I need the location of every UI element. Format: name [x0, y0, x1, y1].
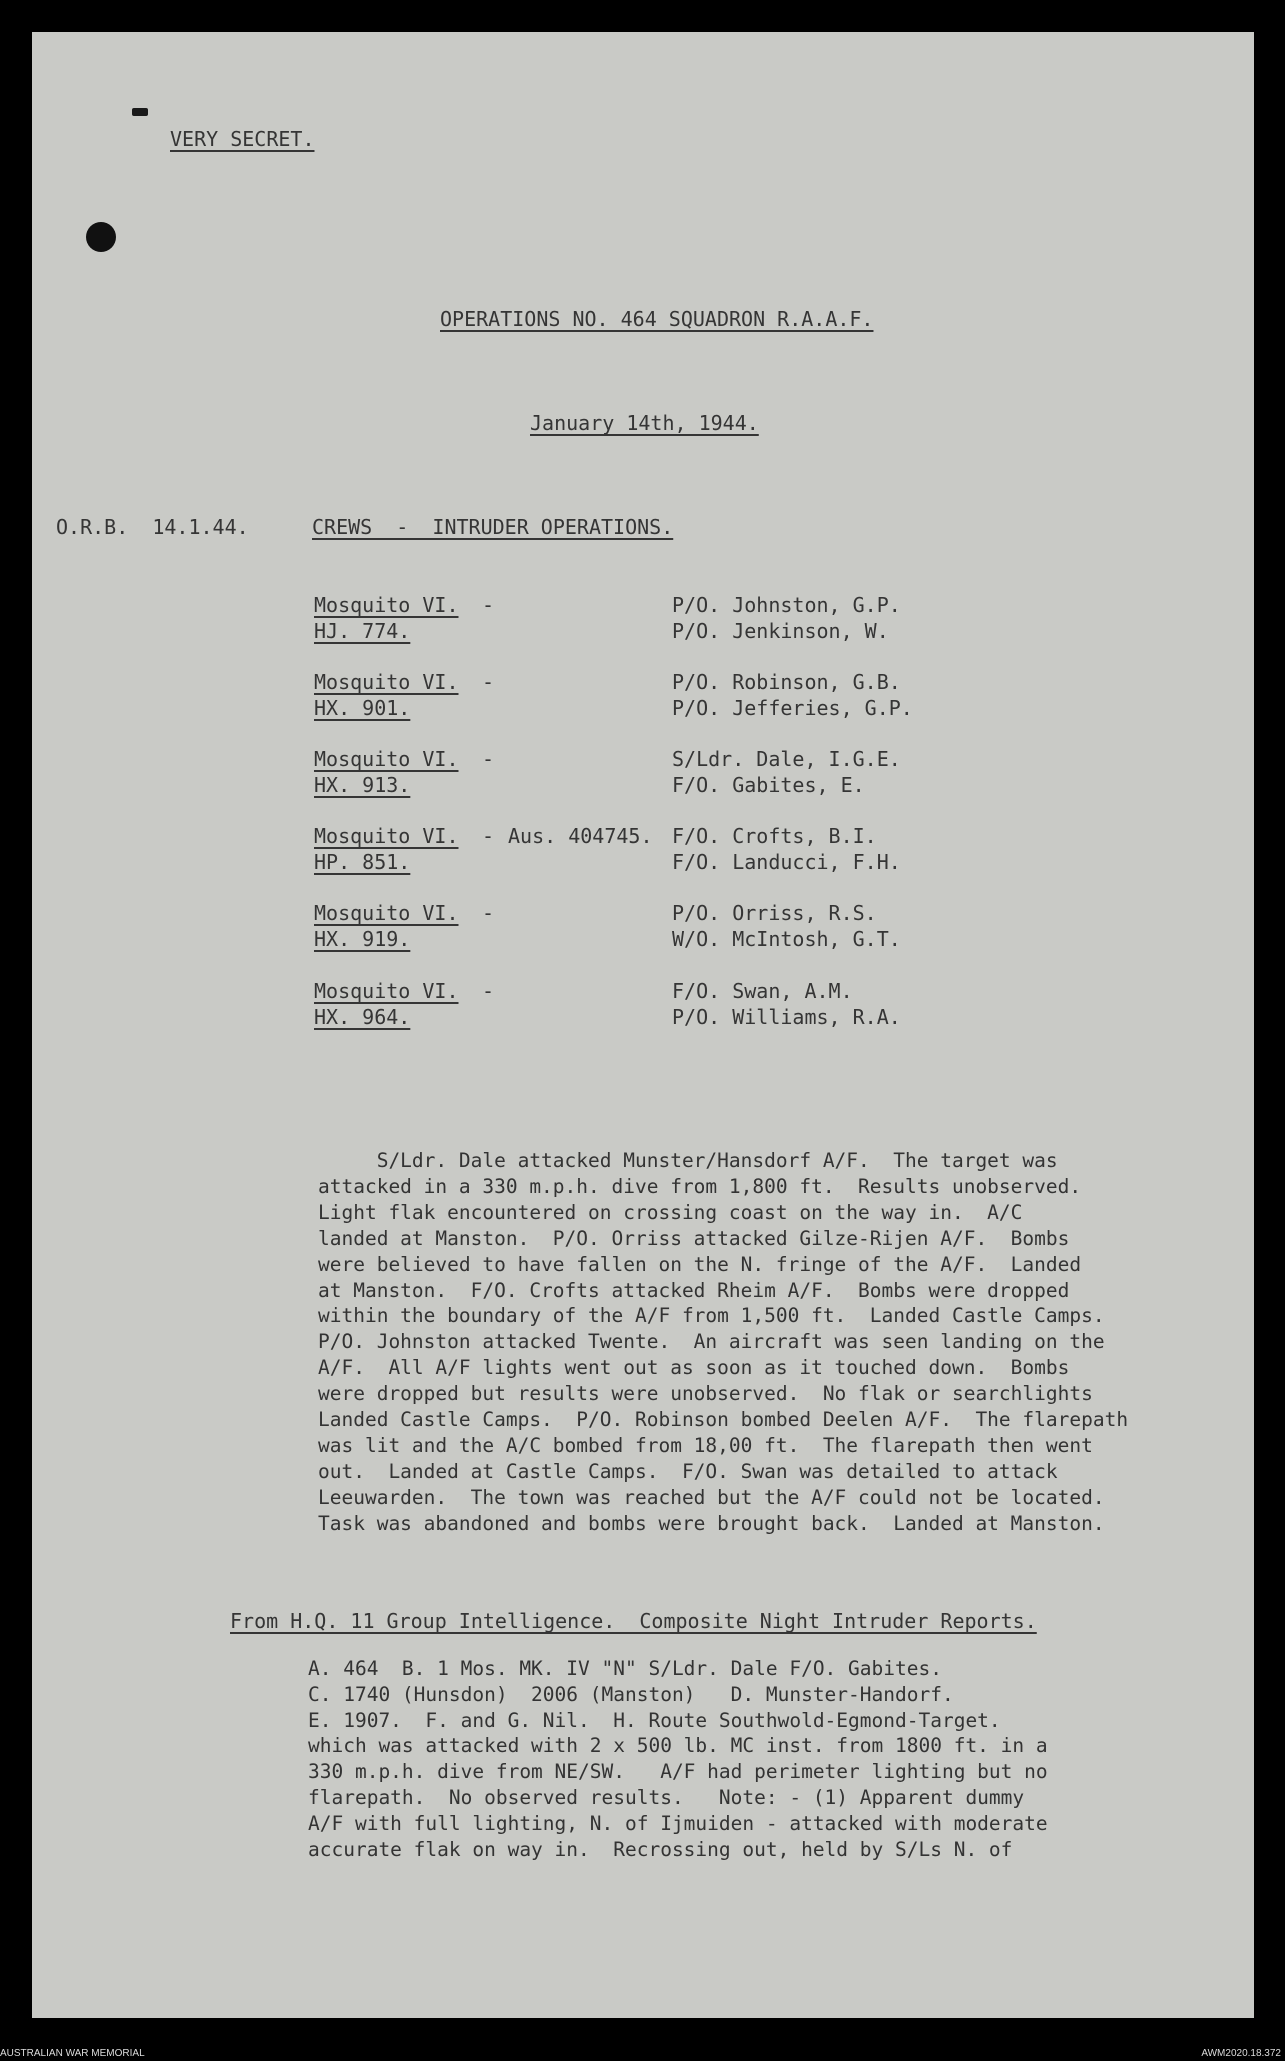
orb-reference: O.R.B. 14.1.44.	[56, 515, 249, 539]
narrative-line: Landed Castle Camps. P/O. Robinson bombed Deelen A/F. The flarepath	[318, 1408, 1129, 1431]
crew-navigator: W/O. McIntosh, G.T.	[672, 927, 901, 951]
intel-line: A/F with full lighting, N. of Ijmuiden - attacked with moderate	[308, 1811, 1048, 1835]
document-date: January 14th, 1944.	[530, 411, 759, 435]
crew-navigator: P/O. Williams, R.A.	[672, 1005, 901, 1029]
intel-line: 330 m.p.h. dive from NE/SW. A/F had perimeter lighting but no	[308, 1760, 1048, 1784]
intel-line: A. 464 B. 1 Mos. MK. IV "N" S/Ldr. Dale F/O. Gabites.	[308, 1657, 942, 1680]
paper-clip-mark	[132, 108, 148, 116]
crew-aircraft-type: Mosquito VI.	[314, 824, 459, 848]
narrative-line: within the boundary of the A/F from 1,500 ft. Landed Castle Camps.	[318, 1304, 1105, 1328]
footer-reference: AWM2020.18.372	[1201, 2048, 1281, 2059]
crew-pilot: P/O. Robinson, G.B.	[672, 670, 901, 694]
crew-dash: -	[470, 670, 495, 694]
intel-line: E. 1907. F. and G. Nil. H. Route Southwold-Egmond-Target.	[308, 1708, 1001, 1732]
crew-pilot: P/O. Orriss, R.S.	[672, 901, 877, 925]
crew-aircraft-type: Mosquito VI.	[314, 901, 459, 925]
crew-pilot: F/O. Swan, A.M.	[672, 979, 853, 1003]
narrative-line: out. Landed at Castle Camps. F/O. Swan was detailed to attack	[318, 1459, 1058, 1483]
crew-dash: -	[470, 824, 495, 848]
crew-aircraft-serial: HX. 901.	[314, 696, 411, 720]
crew-aircraft-serial: HX. 919.	[314, 927, 411, 951]
narrative-line: Task was abandoned and bombs were brought back. Landed at Manston.	[318, 1511, 1105, 1535]
intel-line: C. 1740 (Hunsdon) 2006 (Manston) D. Munster-Handorf.	[308, 1682, 954, 1706]
narrative-line: were dropped but results were unobserved. No flak or searchlights	[318, 1382, 1093, 1406]
crew-dash: -	[470, 901, 495, 925]
narrative-line: attacked in a 330 m.p.h. dive from 1,800 ft. Results unobserved.	[318, 1174, 1082, 1198]
crew-pilot: F/O. Crofts, B.I.	[672, 824, 877, 848]
classification-label: VERY SECRET.	[170, 127, 315, 151]
narrative-line: landed at Manston. P/O. Orriss attacked Gilze-Rijen A/F. Bombs	[318, 1226, 1070, 1250]
narrative-line: Leeuwarden. The town was reached but the A/F could not be located.	[318, 1485, 1105, 1509]
crew-navigator: P/O. Jenkinson, W.	[672, 619, 889, 643]
document-title: OPERATIONS NO. 464 SQUADRON R.A.A.F.	[440, 307, 874, 331]
crew-aircraft-serial: HJ. 774.	[314, 619, 411, 643]
crew-pilot: S/Ldr. Dale, I.G.E.	[672, 747, 901, 771]
crew-aircraft-type: Mosquito VI.	[314, 747, 459, 771]
crew-pilot: P/O. Johnston, G.P.	[672, 593, 901, 617]
punch-hole	[86, 222, 116, 252]
intel-heading: From H.Q. 11 Group Intelligence. Composite Night Intruder Reports.	[230, 1609, 1037, 1633]
narrative-line: Light flak encountered on crossing coast on the way in. A/C	[318, 1200, 1023, 1224]
narrative-line: A/F. All A/F lights went out as soon as it touched down. Bombs	[318, 1356, 1070, 1380]
narrative-line: S/Ldr. Dale attacked Munster/Hansdorf A/F. The target was	[318, 1149, 1058, 1172]
crew-aircraft-serial: HX. 964.	[314, 1005, 411, 1029]
crew-navigator: F/O. Gabites, E.	[672, 773, 865, 797]
crew-dash: -	[470, 979, 495, 1003]
intel-line: accurate flak on way in. Recrossing out, held by S/Ls N. of	[308, 1837, 1013, 1861]
intel-line: which was attacked with 2 x 500 lb. MC inst. from 1800 ft. in a	[308, 1734, 1048, 1758]
intel-line: flarepath. No observed results. Note: - (1) Apparent dummy	[308, 1786, 1025, 1809]
crews-heading: CREWS - INTRUDER OPERATIONS.	[312, 515, 674, 539]
crew-aircraft-type: Mosquito VI.	[314, 979, 459, 1003]
crew-aircraft-serial: HP. 851.	[314, 850, 411, 874]
narrative-line: was lit and the A/C bombed from 18,00 ft. The flarepath then went	[318, 1433, 1093, 1457]
narrative-line: were believed to have fallen on the N. fringe of the A/F. Landed	[318, 1252, 1082, 1276]
crew-dash: -	[470, 747, 495, 771]
narrative-line: P/O. Johnston attacked Twente. An aircraft was seen landing on the	[318, 1330, 1105, 1354]
narrative-line: at Manston. F/O. Crofts attacked Rheim A/F. Bombs were dropped	[318, 1278, 1070, 1302]
crew-service-number: Aus. 404745.	[508, 824, 653, 848]
crew-dash: -	[470, 593, 495, 617]
crew-navigator: P/O. Jefferies, G.P.	[672, 696, 913, 720]
document-page	[32, 32, 1254, 2018]
crew-aircraft-type: Mosquito VI.	[314, 670, 459, 694]
crew-aircraft-serial: HX. 913.	[314, 773, 411, 797]
crew-aircraft-type: Mosquito VI.	[314, 593, 459, 617]
crew-navigator: F/O. Landucci, F.H.	[672, 850, 901, 874]
footer-archive-label: AUSTRALIAN WAR MEMORIAL	[0, 2048, 145, 2059]
